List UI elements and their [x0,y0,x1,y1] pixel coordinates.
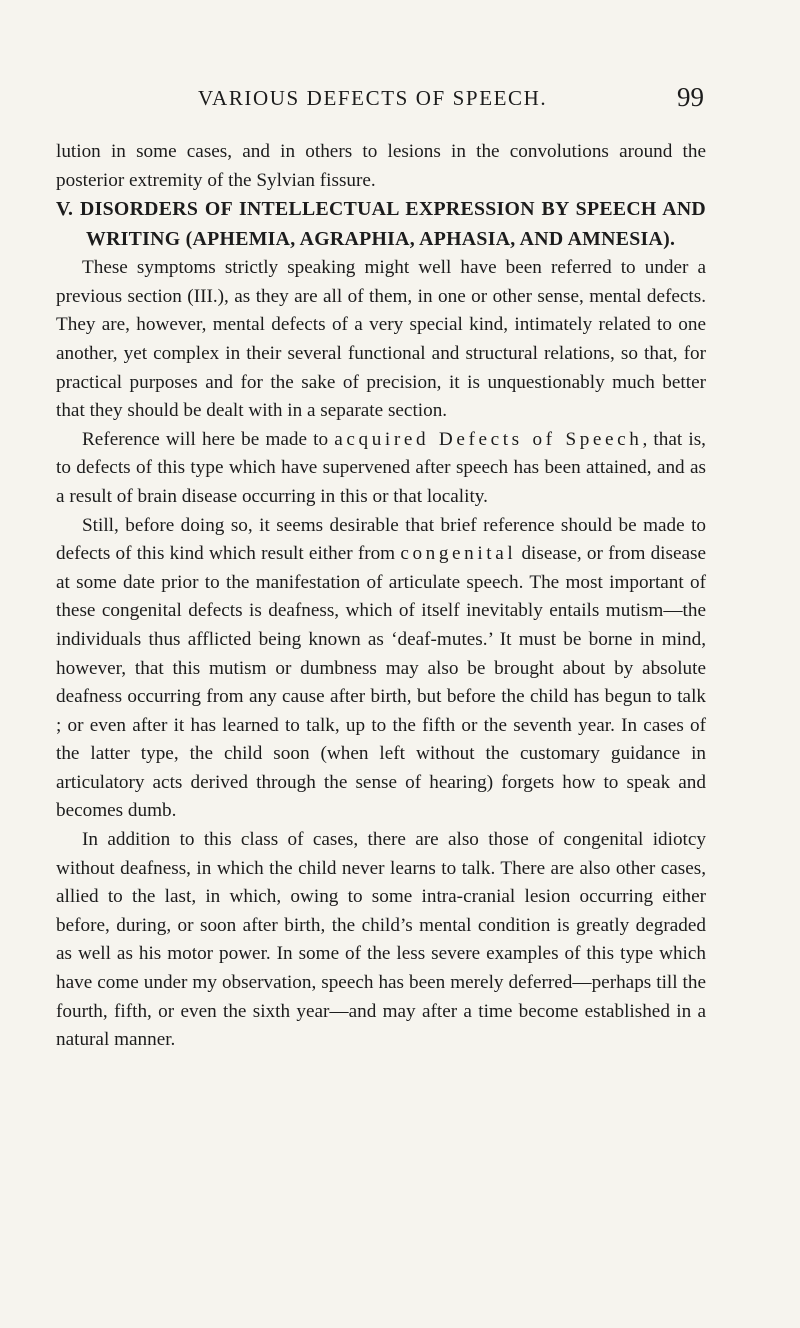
section-heading: V. DISORDERS OF INTELLECTUAL EXPRESSION BY SPEECH AND WRITING (APHEMIA, AGRAPHIA, APHASIA, AND AMNESIA). [56,198,706,250]
page-number: 99 [677,82,704,112]
paragraph-3 [56,512,706,827]
paragraph-2-text-a: Reference will here be made to [82,428,335,450]
paragraph-3-text-a: Still, before doing so, it seems desirable that brief reference should be made to defects of this kind which result either from [56,514,706,565]
paragraph-1: These symptoms strictly speaking might well have been referred to under a previous section (III.), as they are all of them, in one or other sense, mental defects. They are, however, mental defects of a very special kind, intimately related to one another, yet complex in their several functional and structural relations, so that, for practical purposes and for the sake of precision, it is unquestionably much better that they should be dealt with in a separate section. [56,257,706,422]
page-header [0,84,800,124]
paragraph-4: In addition to this class of cases, there are also those of congenital idiotcy without deafness, in which the child never learns to talk. There are also other cases, allied to the last, in which, owing to some intra-cranial lesion occurring either before, during, or soon after birth, the child’s mental condition is greatly degraded as well as his motor power. In some of the less severe examples of this type which have come under my observation, speech has been merely deferred—perhaps till the fourth, fifth, or even the sixth year—and may after a time become established in a natural manner. [56,829,706,1051]
paragraph-2 [56,426,706,512]
paragraph-3-emphasis: congenital [400,543,517,565]
paragraph-2-text-b: , that is, to defects of this type which have supervened after speech has been attained, and as a result of brain disease occurring in this or that locality. [56,428,706,507]
paragraph-2-emphasis: acquired Defects of Speech [334,428,643,450]
page-body [56,138,706,1055]
paragraph-3-text-b: disease, or from disease at some date prior to the manifestation of articulate speech. The most important of these congenital defects is deafness, which of itself inevitably entails mutism—the individuals thus afflicted being known as ‘deaf-mutes.’ It must be borne in mind, however, that this mutism or dumbness may also be brought about by absolute deafness occurring from any cause after birth, but before the child has begun to talk ; or even after it has learned to talk, up to the fifth or the seventh year. In cases of the latter type, the child soon (when left without the customary guidance in articulatory acts derived through the sense of hearing) forgets how to speak and becomes dumb. [56,543,706,822]
continuation-paragraph: lution in some cases, and in others to lesions in the convolutions around the posterior extremity of the Sylvian fissure. [56,141,706,191]
running-head: VARIOUS DEFECTS OF SPEECH. [198,86,548,110]
